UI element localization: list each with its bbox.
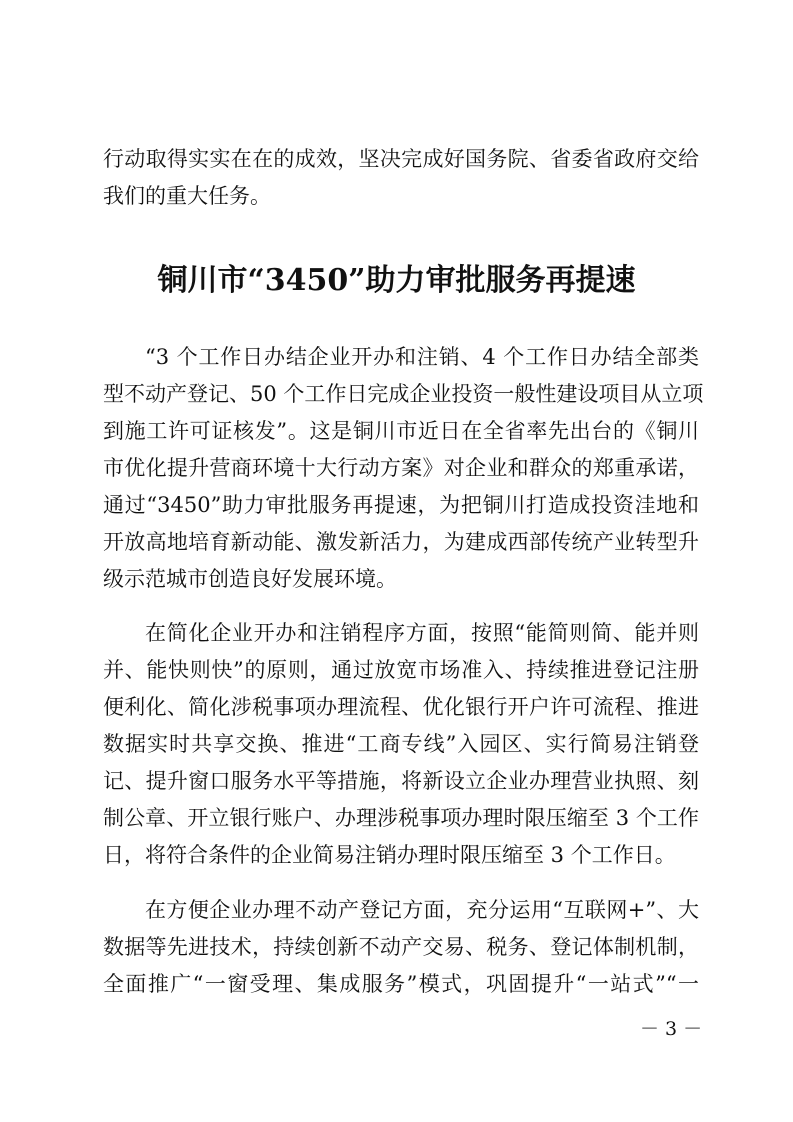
article-title: 铜川市“3450”助力审批服务再提速 (157, 263, 636, 298)
paragraph-3-line-3: 全面推广“一窗受理、集成服务”模式，巩固提升“一站式”“一 (103, 972, 699, 996)
paragraph-2-line-3: 便利化、简化涉税事项办理流程、优化银行开户许可流程、推进 (103, 695, 699, 719)
intro-line-1: 行动取得实实在在的成效，坚决完成好国务院、省委省政府交给 (103, 147, 699, 171)
paragraph-1-line-5: 通过“3450”助力审批服务再提速，为把铜川打造成投资洼地和 (103, 493, 699, 517)
paragraph-1-line-7: 级示范城市创造良好发展环境。 (103, 567, 397, 591)
paragraph-2-line-2: 并、能快则快”的原则，通过放宽市场准入、持续推进登记注册 (103, 658, 699, 682)
paragraph-2-line-1: 在简化企业开办和注销程序方面，按照“能简则简、能并则 (145, 621, 699, 645)
paragraph-2-line-5: 记、提升窗口服务水平等措施，将新设立企业办理营业执照、刻 (103, 769, 699, 793)
paragraph-3-line-1: 在方便企业办理不动产登记方面，充分运用“互联网+”、大 (145, 898, 699, 922)
page-number: － 3 － (640, 1018, 703, 1040)
paragraph-3-line-2: 数据等先进技术，持续创新不动产交易、税务、登记体制机制， (103, 935, 699, 959)
paragraph-1-line-6: 开放高地培育新动能、激发新活力，为建成西部传统产业转型升 (103, 530, 699, 554)
paragraph-1-line-3: 到施工许可证核发”。这是铜川市近日在全省率先出台的《铜川 (103, 419, 699, 443)
intro-line-2: 我们的重大任务。 (103, 184, 271, 208)
paragraph-2-line-4: 数据实时共享交换、推进“工商专线”入园区、实行简易注销登 (103, 732, 699, 756)
paragraph-1-line-1: “3 个工作日办结企业开办和注销、4 个工作日办结全部类 (145, 345, 699, 369)
paragraph-1-line-4: 市优化提升营商环境十大行动方案》对企业和群众的郑重承诺， (103, 456, 699, 480)
paragraph-2-line-7: 日，将符合条件的企业简易注销办理时限压缩至 3 个工作日。 (103, 843, 676, 867)
paragraph-1-line-2: 型不动产登记、50 个工作日完成企业投资一般性建设项目从立项 (103, 382, 704, 406)
paragraph-2-line-6: 制公章、开立银行账户、办理涉税事项办理时限压缩至 3 个工作 (103, 806, 699, 830)
